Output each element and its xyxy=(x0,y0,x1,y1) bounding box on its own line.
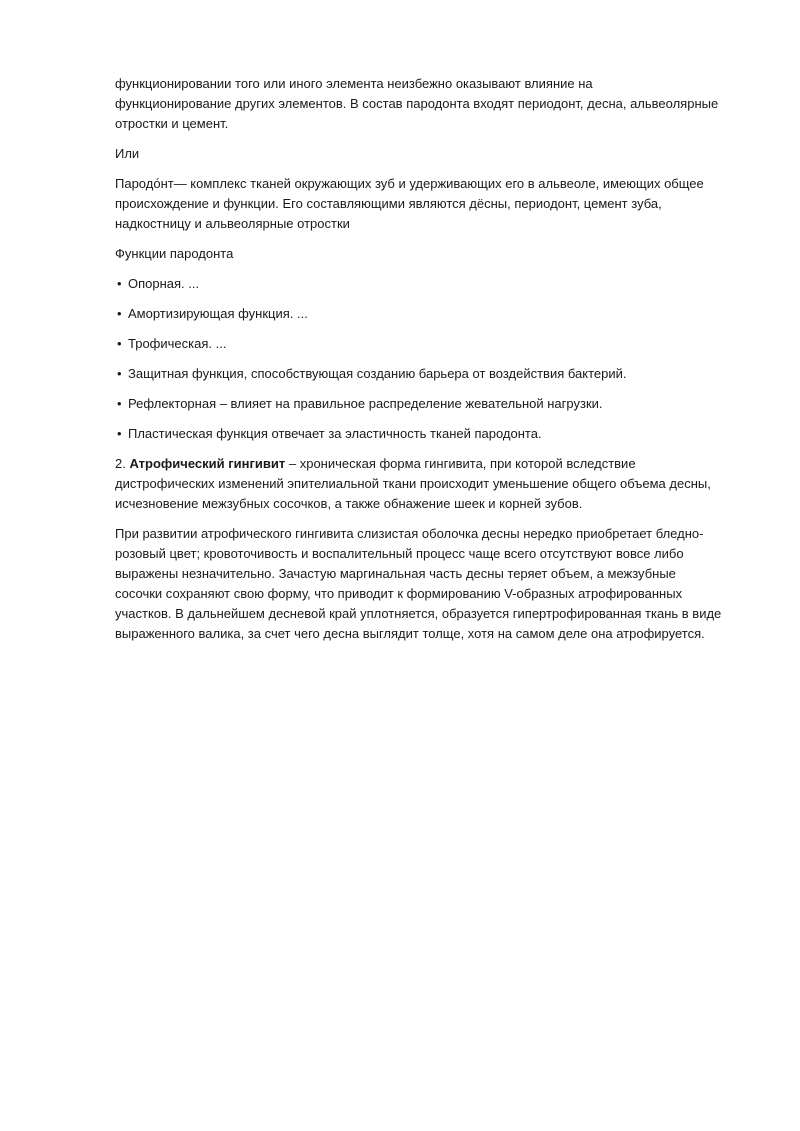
list-item xyxy=(115,274,755,294)
bullet-icon: • xyxy=(117,396,122,411)
functions-list xyxy=(115,274,755,444)
bullet-icon: • xyxy=(117,336,122,351)
list-item-text: Опорная. ... xyxy=(128,276,200,291)
development-line: участков. В дальнейшем десневой край уплотняется, образуется гипертрофированная ткань в виде xyxy=(115,606,722,621)
definition-line: Пародо́нт— комплекс тканей окружающих зуб и удерживающих его в альвеоле, имеющих общее xyxy=(115,176,704,191)
list-item xyxy=(115,424,755,444)
development-line: выраженного валика, за счет чего десна выглядит толще, хотя на самом деле она атрофируется. xyxy=(115,626,705,641)
list-item-text: Амортизирующая функция. ... xyxy=(128,306,308,321)
development-line: выражены незначительно. Зачастую маргинальная часть десны теряет объем, а межзубные xyxy=(115,566,676,581)
development-line: розовый цвет; кровоточивость и воспалительный процесс чаще всего отсутствуют вовсе либо xyxy=(115,546,684,561)
development-line: сосочки сохраняют свою форму, что приводит к формированию V-образных атрофированных xyxy=(115,586,683,601)
definition-line: надкостницу и альвеолярные отростки xyxy=(115,216,350,231)
intro-paragraph xyxy=(115,74,755,134)
atrophic-paragraph xyxy=(115,454,755,514)
intro-line: функционирование других элементов. В состав пародонта входят периодонт, десна, альвеолярные xyxy=(115,96,719,111)
bullet-icon: • xyxy=(117,276,122,291)
document-page xyxy=(115,74,755,644)
list-item xyxy=(115,394,755,414)
atrophic-number: 2. xyxy=(115,456,126,471)
bullet-icon: • xyxy=(117,306,122,321)
atrophic-line: – хроническая форма гингивита, при которой вследствие xyxy=(285,456,636,471)
intro-line: отростки и цемент. xyxy=(115,116,229,131)
list-item-text: Защитная функция, способствующая созданию барьера от воздействия бактерий. xyxy=(128,366,627,381)
list-item-text: Трофическая. ... xyxy=(128,336,227,351)
atrophic-line: дистрофических изменений эпителиальной ткани происходит уменьшение общего объема десны, xyxy=(115,476,711,491)
intro-line: функционировании того или иного элемента неизбежно оказывают влияние на xyxy=(115,76,593,91)
list-item-text: Пластическая функция отвечает за эластичность тканей пародонта. xyxy=(128,426,542,441)
bullet-icon: • xyxy=(117,366,122,381)
development-line: При развитии атрофического гингивита слизистая оболочка десны нередко приобретает бледно- xyxy=(115,526,704,541)
list-item-text: Рефлекторная – влияет на правильное распределение жевательной нагрузки. xyxy=(128,396,603,411)
definition-line: происхождение и функции. Его составляющими являются дёсны, периодонт, цемент зуба, xyxy=(115,196,662,211)
definition-paragraph xyxy=(115,174,755,234)
list-item xyxy=(115,304,755,324)
bullet-icon: • xyxy=(117,426,122,441)
atrophic-line: исчезновение межзубных сосочков, а также обнажение шеек и корней зубов. xyxy=(115,496,583,511)
functions-title: Функции пародонта xyxy=(115,246,234,261)
list-item xyxy=(115,364,755,384)
or-label: Или xyxy=(115,146,140,161)
development-paragraph xyxy=(115,524,755,644)
atrophic-term: Атрофический гингивит xyxy=(129,456,286,471)
list-item xyxy=(115,334,755,354)
